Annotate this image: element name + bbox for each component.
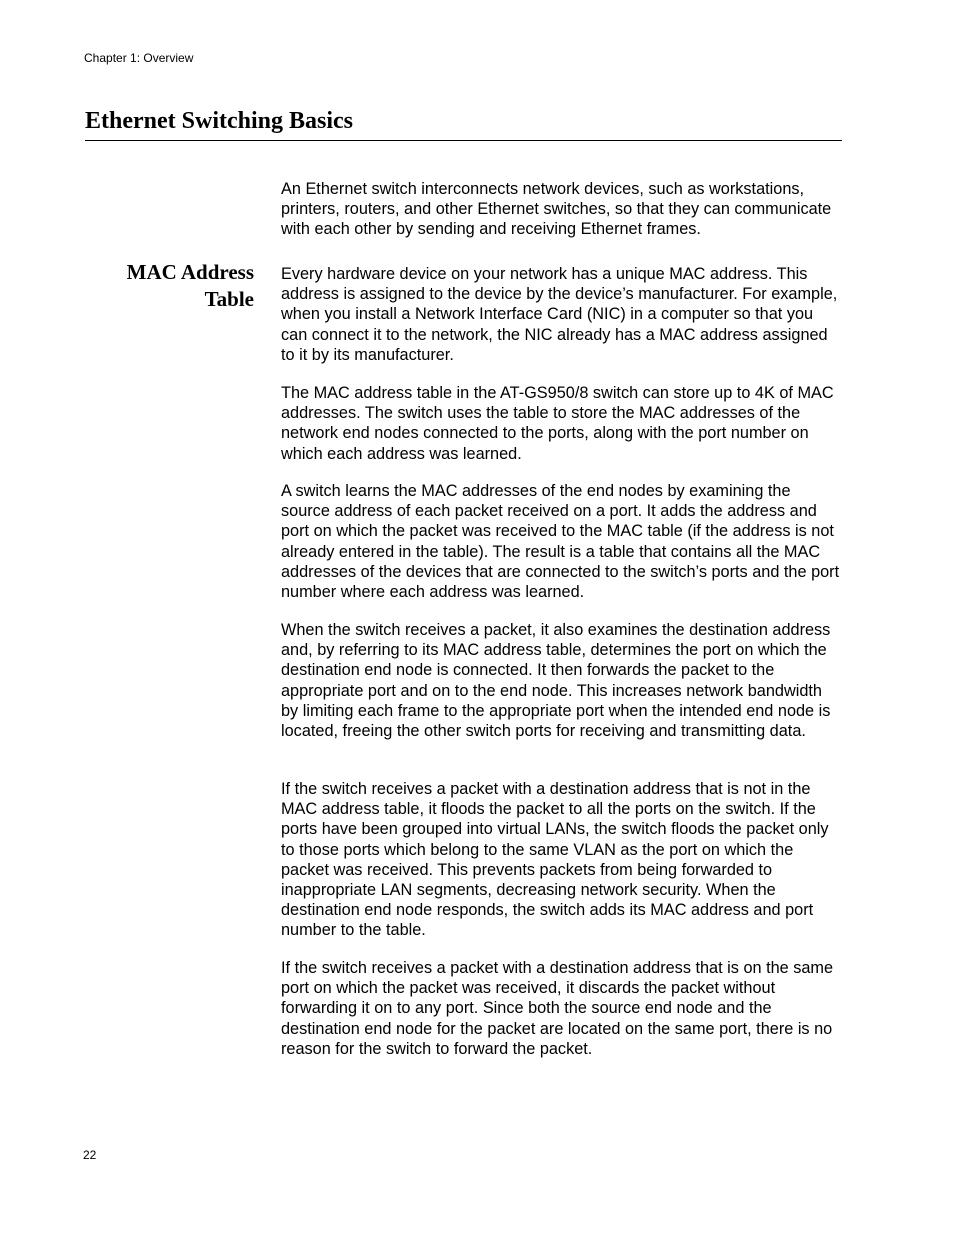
body-paragraph-6: If the switch receives a packet with a destination address that is on the same port on which the packet was received, it discards the packet without forwarding it on to any port. Since both the source end node and the destination end node for the packet are located on the same port, there is no reason for the switch to forward the packet. xyxy=(281,959,834,1058)
intro-paragraph: An Ethernet switch interconnects network devices, such as workstations, printers, routers, and other Ethernet switches, so that they can communicate with each other by sending and receiving Ethernet frames. xyxy=(281,180,832,239)
body-paragraph-3: A switch learns the MAC addresses of the end nodes by examining the source address of each packet received on a port. It adds the address and port on which the packet was received to the MAC table (if the address is not already entered in the table). The result is a table that contains all the MAC addresses of the devices that are connected to the switch’s ports and the port number where each address was learned. xyxy=(281,482,840,602)
subsection-heading xyxy=(84,259,254,313)
subsection-heading-line-1: MAC Address xyxy=(126,260,254,284)
body-paragraph-4: When the switch receives a packet, it also examines the destination address and, by referring to its MAC address table, determines the port on which the destination end node is connected. It then forwards the packet to the appropriate port and on to the end node. This increases network bandwidth by limiting each frame to the appropriate port when the intended end node is located, freeing the other switch ports for receiving and transmitting data. xyxy=(281,621,831,741)
subsection-heading-line-2: Table xyxy=(204,287,254,311)
page-number: 22 xyxy=(83,1148,97,1162)
body-paragraph-2: The MAC address table in the AT-GS950/8 switch can store up to 4K of MAC addresses. The switch uses the table to store the MAC addresses of the network end nodes connected to the ports, along with the port number on which each address was learned. xyxy=(281,384,834,463)
body-paragraph-1: Every hardware device on your network has a unique MAC address. This address is assigned to the device by the device’s manufacturer. For example, when you install a Network Interface Card (NIC) in a computer so that you can connect it to the network, the NIC already has a MAC address assigned to it by its manufacturer. xyxy=(281,265,838,364)
title-rule xyxy=(85,140,842,141)
running-header: Chapter 1: Overview xyxy=(84,51,194,65)
section-title: Ethernet Switching Basics xyxy=(85,108,354,134)
body-paragraph-5: If the switch receives a packet with a destination address that is not in the MAC address table, it floods the packet to all the ports on the switch. If the ports have been grouped into virtual LANs, the switch floods the packet only to those ports which belong to the same VLAN as the port on which the packet was received. This prevents packets from being forwarded to inappropriate LAN segments, decreasing network security. When the destination end node responds, the switch adds its MAC address and port number to the table. xyxy=(281,780,829,940)
